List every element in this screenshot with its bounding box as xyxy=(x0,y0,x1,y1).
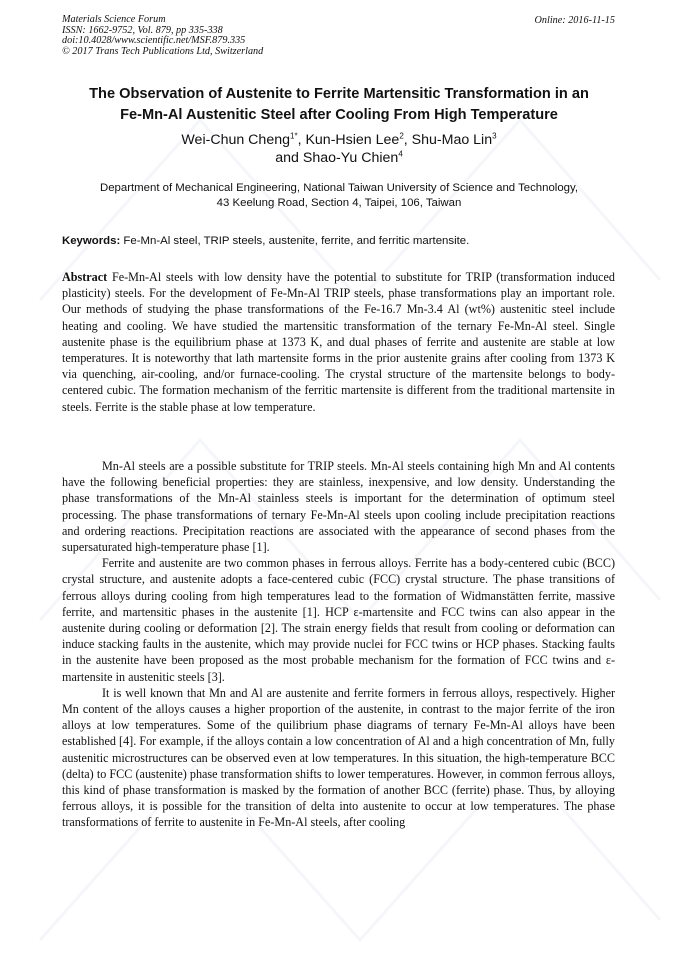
keywords-label: Keywords: xyxy=(62,235,121,247)
copyright-line: © 2017 Trans Tech Publications Ltd, Switzerland xyxy=(62,45,264,57)
paragraph-1: Mn-Al steels are a possible substitute for TRIP steels. Mn-Al steels containing high Mn and Al contents have the following beneficial properties: they are stainless, inexpensive, and low density. Understanding the phase transformations of the Mn-Al stainless steels is important for the determination of optimum steel processing. The phase transformations of ternary Fe-Mn-Al steels upon cooling include precipitation reactions and ordering reactions. Precipitation reactions are associated with the appearance of second phases from the supersaturated high-temperature phase [1]. xyxy=(62,459,615,555)
author-2-affil: 2 xyxy=(399,131,404,141)
author-conjunction: and xyxy=(275,150,299,166)
author-3: Shu-Mao Lin xyxy=(411,132,493,148)
paragraph-2: Ferrite and austenite are two common phases in ferrous alloys. Ferrite has a body-centered cubic (BCC) crystal structure, and austenite adopts a face-centered cubic (FCC) crystal structure. The phase transitions of ferrous alloys during cooling from high temperatures lead to the formation of Widmanstätten ferrite, massive ferrite, and martensitic phases in the austenite [1]. HCP ε-martensite and FCC twins can also appear in the austenite during cooling or deformation [2]. The strain energy fields that result from cooling or deformation can induce stacking faults in the austenite, which may provide nuclei for FCC twins or HCP phases. Stacking faults in the austenite have been proposed as the most probable mechanism for the formation of FCC twins and ε-martensite in austenitic steels [3]. xyxy=(62,556,615,684)
paper-title xyxy=(40,84,638,126)
author-1: Wei-Chun Cheng xyxy=(181,132,290,148)
title-line-2: Fe-Mn-Al Austenitic Steel after Cooling From High Temperature xyxy=(120,107,558,123)
author-4: Shao-Yu Chien xyxy=(302,150,399,166)
author-3-affil: 3 xyxy=(492,131,497,141)
affiliation-line-2: 43 Keelung Road, Section 4, Taipei, 106, Taiwan xyxy=(216,196,462,209)
paragraph-3: It is well known that Mn and Al are austenite and ferrite formers in ferrous alloys, respectively. Higher Mn content of the alloys causes a higher proportion of the austenite, in contrast to the major ferrite of the iron alloys at low temperatures. Some of the quilibrium phase diagrams of ternary Fe-Mn-Al alloys have been established [4]. For example, if the alloys contain a low concentration of Al and a high concentration of Mn, fully austenitic microstructures can be observed even at low temperatures. In this situation, the high-temperature BCC (delta) to FCC (austenite) phase transformation shifts to lower temperatures. However, in common ferrous alloys, this kind of phase transformation is masked by the formation of another BCC (ferrite) phase. Thus, by alloying ferrous alloys, it is possible for the transition of delta into austenite to occur at low temperatures. The phase transformations of ferrite to austenite in Fe-Mn-Al steels, after cooling xyxy=(62,685,615,830)
author-2: Kun-Hsien Lee xyxy=(305,132,400,148)
abstract-text: Fe-Mn-Al steels with low density have the potential to substitute for TRIP (transformation induced plasticity) steels. For the development of Fe-Mn-Al TRIP steels, phase transformations play an important role. Our methods of studying the phase transformations of the Fe-16.7 Mn-3.4 Al (wt%) austenitic steel include heating and cooling. We have studied the martensitic transformation of the ternary Fe-Mn-Al steel. Single austenite phase is the equilibrium phase at 1373 K, and dual phases of ferrite and austenite are stable at low temperatures. It is noteworthy that lath martensite forms in the prior austenite grains after cooling from 1373 K via quenching, air-cooling, and/or furnace-cooling. The crystal structure of the martensite belongs to body-centered cubic. The formation mechanism of the ferritic martensite is different from the traditional martensite in steels. Ferrite is the stable phase at low temperature. xyxy=(62,270,615,414)
journal-name: Materials Science Forum xyxy=(62,14,166,25)
affiliation xyxy=(70,181,608,210)
keywords xyxy=(62,234,622,248)
title-line-1: The Observation of Austenite to Ferrite Martensitic Transformation in an xyxy=(89,86,589,102)
doi-line: doi:10.4028/www.scientific.net/MSF.879.335 xyxy=(62,35,246,47)
author-4-affil: 4 xyxy=(398,149,403,159)
author-list: Wei-Chun Cheng$^{1*}$, Kun-Hsien Lee$^2$, Shu-Mao Lin$^3$ and Shao-Yu Chien$^4$ xyxy=(181,131,497,166)
keywords-text: Fe-Mn-Al steel, TRIP steels, austenite, ferrite, and ferritic martensite. xyxy=(123,235,470,247)
introduction-body xyxy=(62,458,615,831)
affiliation-line-1: Department of Mechanical Engineering, National Taiwan University of Science and Technology, xyxy=(99,182,579,194)
abstract-label: Abstract xyxy=(62,270,108,284)
publication-header xyxy=(62,15,263,57)
author-1-affil: 1* xyxy=(290,131,298,141)
online-date: Online: 2016-11-15 xyxy=(534,15,615,26)
issn-line: ISSN: 1662-9752, Vol. 879, pp 335-338 xyxy=(62,24,223,36)
abstract xyxy=(62,269,615,415)
